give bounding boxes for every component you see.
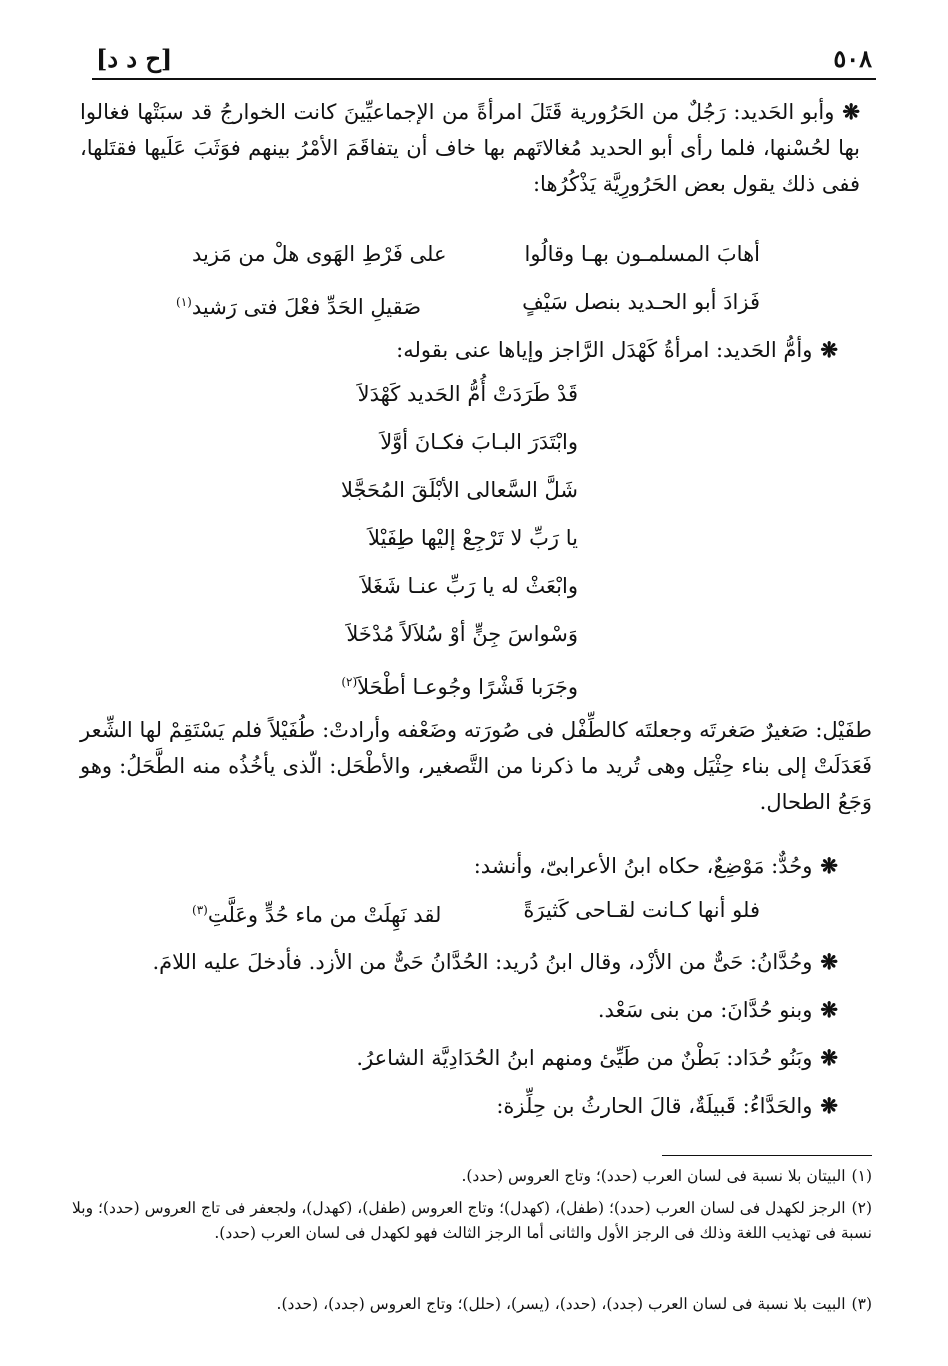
footnote-2 (72, 1196, 872, 1246)
footnote-number: (١) (851, 1167, 872, 1185)
verse-text: وجَرَبا قَشْرًا وجُوعـا أطْحَلاَ (357, 675, 578, 699)
footnote-ref-1: (١) (176, 295, 192, 309)
entry-bullet: ❋ (820, 949, 838, 974)
footnote-1 (72, 1164, 872, 1189)
footnote-number: (٢) (851, 1199, 872, 1217)
entry-bullet: ❋ (820, 997, 838, 1022)
header-rule (92, 78, 876, 80)
poem2-first: فلو أنها كـانت لقـاحى كَثيرَةً (523, 898, 760, 922)
rajaz-line-6: وَسْواسَ جِنٍّ أوْ سُلاَلاً مُدْخَلاَ (346, 622, 578, 646)
entry-alhadda (78, 1088, 838, 1124)
verse-text: لقد نَهِلَتْ من ماء حُدٍّ وعَلَّتِ (207, 903, 442, 927)
poem1-line2-first: فَزادَ أبو الحـديد بنصل سَيْفٍ (522, 290, 760, 314)
entry-huddan (78, 944, 838, 980)
entry-text: وبنو حُدَّانَ: من بنى سَعْد. (597, 998, 813, 1022)
entry-banu-hudad (78, 1040, 838, 1076)
footnote-text: البيتان بلا نسبة فى لسان العرب (حدد)؛ وتاج العروس (حدد). (461, 1167, 846, 1185)
entry-bullet: ❋ (820, 1093, 838, 1118)
rajaz-line-7 (341, 666, 578, 703)
entry-tufayl (80, 712, 872, 820)
poem1-line2-second (176, 286, 421, 323)
entry-umm-alhadid (78, 332, 838, 368)
rajaz-line-5: وابْعَثْ له يا رَبِّ عنـا شَغَلاَ (360, 574, 578, 598)
entry-bullet: ❋ (820, 853, 838, 878)
page-number: ٥٠٨ (833, 44, 872, 73)
entry-text: وأمُّ الحَديد: امرأةُ كَهْدَل الرَّاجز وإياها عنى بقوله: (396, 338, 813, 362)
entry-hudd (78, 848, 838, 884)
entry-text: وأبو الحَديد: رَجُلٌ من الحَرُورية قَتَلَ امرأةً من الإجماعيِّينَ كانت الخوارجُ قد سبَتْها فغالوا بها لحُسْنها، فلما رأى أبو الحديد مُغالاتَهم بها خاف أن يتفاقَمَ الأمْرُ بينهم فوَثَبَ عَلَيها فقتَلها، ففى ذلك يقول بعض الحَرُورِيَّة يَذْكُرُها: (80, 100, 860, 196)
footnote-text: الرجز لكهدل فى لسان العرب (حدد)؛ (طفل)، (كهدل)؛ وتاج العروس (طفل)، (كهدل)، ولجعفر فى تاج العروس (حدد)؛ وبلا نسبة فى تهذيب اللغة وذلك فى الرجز الأول والثانى أما الرجز الثالث فهو لكهدل فى لسان العرب (حدد). (72, 1199, 872, 1242)
poem1-line1-second: على فَرْطِ الهَوى هلْ من مَزيد (192, 242, 447, 266)
footnote-rule (662, 1155, 872, 1156)
footnote-number: (٣) (851, 1295, 872, 1313)
rajaz-line-3: شَلَّ السَّعالى الأبْلَقَ المُحَجَّلا (340, 478, 578, 502)
entry-banu-huddan (78, 992, 838, 1028)
footnote-text: البيت بلا نسبة فى لسان العرب (جدد)، (حدد)، (يسر)، (حلل)؛ وتاج العروس (جدد)، (حدد). (276, 1295, 846, 1313)
poem1-line1-first: أهابَ المسلمـون بهـا وقالُوا (524, 242, 760, 266)
rajaz-line-4: يا رَبِّ لا تَرْجِعْ إليْها طِفَيْلاَ (368, 526, 578, 550)
entry-abu-alhadid (80, 94, 860, 202)
entry-bullet: ❋ (820, 1045, 838, 1070)
entry-bullet: ❋ (820, 337, 838, 362)
poem2-second (192, 894, 441, 931)
entry-text: وبَنُو حُدَاد: بَطْنٌ من طَيِّئ ومنهم ابنُ الحُدَادِيَّة الشاعرُ. (356, 1046, 813, 1070)
root-heading: [ح د د] (96, 44, 173, 73)
entry-text: طفَيْل: صَغيرٌ صَغرتَه وجعلتَه كالطِّفْل فى صُورَته وضَعْفه وأرادتْ: طُفَيْلاً فلم يَسْتَقِمْ لها الشِّعر فَعَدَلَتْ إلى بناء حِثْيَل وهى تُريد ما ذكرنا من التَّصغير، والأطْحَل: الّذى يأخُذُه منه الطَّحَلُ: وهو وَجَعُ الطحال. (80, 718, 872, 814)
entry-text: وحُدٌّ: مَوْضِعٌ، حكاه ابنُ الأعرابىّ، وأنشد: (473, 854, 813, 878)
entry-text: وحُدَّانُ: حَىٌّ من الأزْد، وقال ابنُ دُريد: الحُدَّانُ حَىٌّ من الأزد. فأدخلَ عليه اللامَ. (152, 950, 813, 974)
footnote-ref-3: (٣) (192, 903, 208, 917)
rajaz-line-1: قَدْ طَرَدَتْ أُمُّ الحَديد كَهْدَلاَ (357, 382, 578, 406)
rajaz-line-2: وابْتَدَرَ البـابَ فكـانَ أوَّلاَ (380, 430, 578, 454)
entry-text: والحَدَّاءُ: قَبيلَةٌ، قالَ الحارثُ بن حِلِّزة: (496, 1094, 813, 1118)
footnote-ref-2: (٢) (341, 675, 358, 689)
verse-text: صَقيلِ الحَدِّ فعْلَ فتى رَشيد (191, 295, 422, 319)
footnote-3 (72, 1292, 872, 1317)
entry-bullet: ❋ (842, 99, 860, 124)
